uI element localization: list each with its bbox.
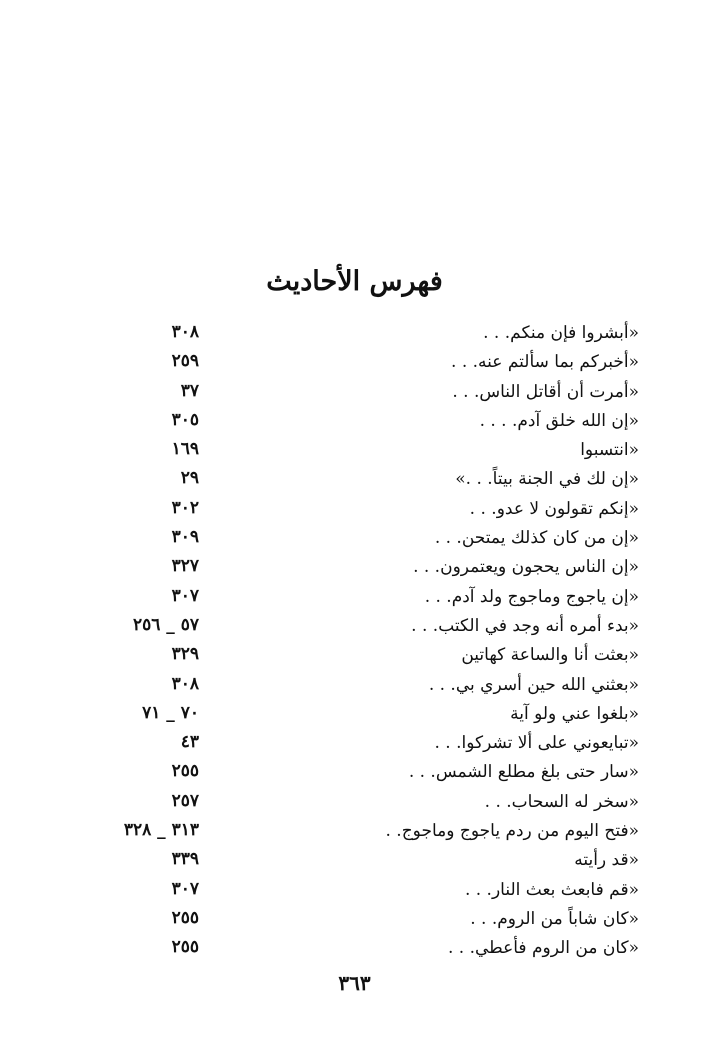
hadith-text: «بعثت أنا والساعة كهاتين bbox=[461, 645, 639, 666]
page-reference: ٣٠٩ bbox=[171, 527, 199, 548]
hadith-text: «بلغوا عني ولو آية bbox=[510, 703, 639, 724]
page-reference: ٣٠٨ bbox=[171, 673, 199, 694]
hadith-text: «أبشروا فإن منكم. . . bbox=[483, 323, 639, 343]
list-item bbox=[0, 758, 709, 787]
hadith-text: «أمرت أن أقاتل الناس. . . bbox=[452, 381, 639, 402]
page-reference: ٢٥٩ bbox=[171, 351, 199, 372]
hadith-text: «أخبركم بما سألتم عنه. . . bbox=[451, 352, 639, 373]
list-item bbox=[0, 729, 709, 758]
page-reference: ٢٥٥ bbox=[171, 761, 199, 782]
page-reference: ٢٥٧ bbox=[171, 790, 199, 811]
list-item bbox=[0, 788, 709, 817]
hadith-text: «إن من كان كذلك يمتحن. . . bbox=[434, 528, 639, 549]
page-reference: ٣٠٢ bbox=[171, 497, 199, 518]
list-item bbox=[0, 553, 709, 582]
list-item bbox=[0, 876, 709, 905]
list-item bbox=[0, 700, 709, 729]
hadith-text: «سخر له السحاب. . . bbox=[484, 791, 639, 812]
page-reference: ٣١٣ _ ٣٢٨ bbox=[123, 820, 199, 841]
page-reference: ٣٣٩ bbox=[171, 849, 199, 870]
hadith-text: «بعثني الله حين أسري بي. . . bbox=[428, 674, 639, 695]
hadith-text: «إن الله خلق آدم. . . . bbox=[479, 410, 639, 431]
list-item bbox=[0, 641, 709, 670]
hadith-text: «إن الناس يحجون ويعتمرون. . . bbox=[413, 557, 639, 578]
page-reference: ٧٠ _ ٧١ bbox=[142, 702, 199, 723]
page-reference: ٥٧ _ ٢٥٦ bbox=[132, 614, 199, 635]
hadith-text: «انتسبوا bbox=[580, 440, 639, 461]
hadith-text: «إنكم تقولون لا عدو. . . bbox=[469, 498, 639, 519]
list-item bbox=[0, 524, 709, 553]
hadith-text: «بدء أمره أنه وجد في الكتب. . . bbox=[411, 615, 639, 636]
hadith-text: «كان شاباً من الروم. . . bbox=[470, 908, 639, 929]
list-item bbox=[0, 846, 709, 875]
hadith-text: «فتح اليوم من ردم ياجوج وماجوج. . bbox=[385, 821, 639, 842]
list-item bbox=[0, 934, 709, 963]
list-item bbox=[0, 495, 709, 524]
page-reference: ٣٢٩ bbox=[171, 644, 199, 665]
hadith-text: «تبايعوني على ألا تشركوا. . . bbox=[434, 733, 639, 754]
list-item bbox=[0, 436, 709, 465]
page-reference: ٢٩ bbox=[180, 468, 199, 489]
list-item bbox=[0, 905, 709, 934]
list-item bbox=[0, 465, 709, 494]
list-item bbox=[0, 407, 709, 436]
hadith-text: «قم فابعث بعث النار. . . bbox=[464, 879, 639, 900]
list-item bbox=[0, 348, 709, 377]
hadith-text: «قد رأيته bbox=[574, 850, 639, 871]
page-reference: ١٦٩ bbox=[171, 439, 199, 460]
page-reference: ٢٥٥ bbox=[171, 907, 199, 928]
hadith-text: «إن لك في الجنة بيتاً. . .» bbox=[455, 469, 639, 490]
page-reference: ٣٧ bbox=[180, 380, 199, 401]
list-item bbox=[0, 583, 709, 612]
list-item bbox=[0, 319, 709, 348]
page-reference: ٤٣ bbox=[180, 732, 199, 753]
page-reference: ٢٥٥ bbox=[171, 937, 199, 958]
list-item bbox=[0, 817, 709, 846]
hadith-index-list bbox=[0, 319, 709, 964]
page-reference: ٣٢٧ bbox=[171, 556, 199, 577]
list-item bbox=[0, 612, 709, 641]
hadith-text: «إن ياجوج وماجوج ولد آدم. . . bbox=[424, 586, 639, 607]
page-reference: ٣٠٨ bbox=[171, 322, 199, 342]
page-title: فهرس الأحاديث bbox=[266, 266, 443, 297]
page-reference: ٣٠٥ bbox=[171, 409, 199, 430]
hadith-text: «كان من الروم فأعطي. . . bbox=[447, 938, 639, 959]
page-number: ٣٦٣ bbox=[338, 971, 371, 995]
page-reference: ٣٠٧ bbox=[171, 585, 199, 606]
list-item bbox=[0, 671, 709, 700]
list-item bbox=[0, 378, 709, 407]
page-reference: ٣٠٧ bbox=[171, 878, 199, 899]
hadith-text: «سار حتى بلغ مطلع الشمس. . . bbox=[408, 762, 639, 783]
